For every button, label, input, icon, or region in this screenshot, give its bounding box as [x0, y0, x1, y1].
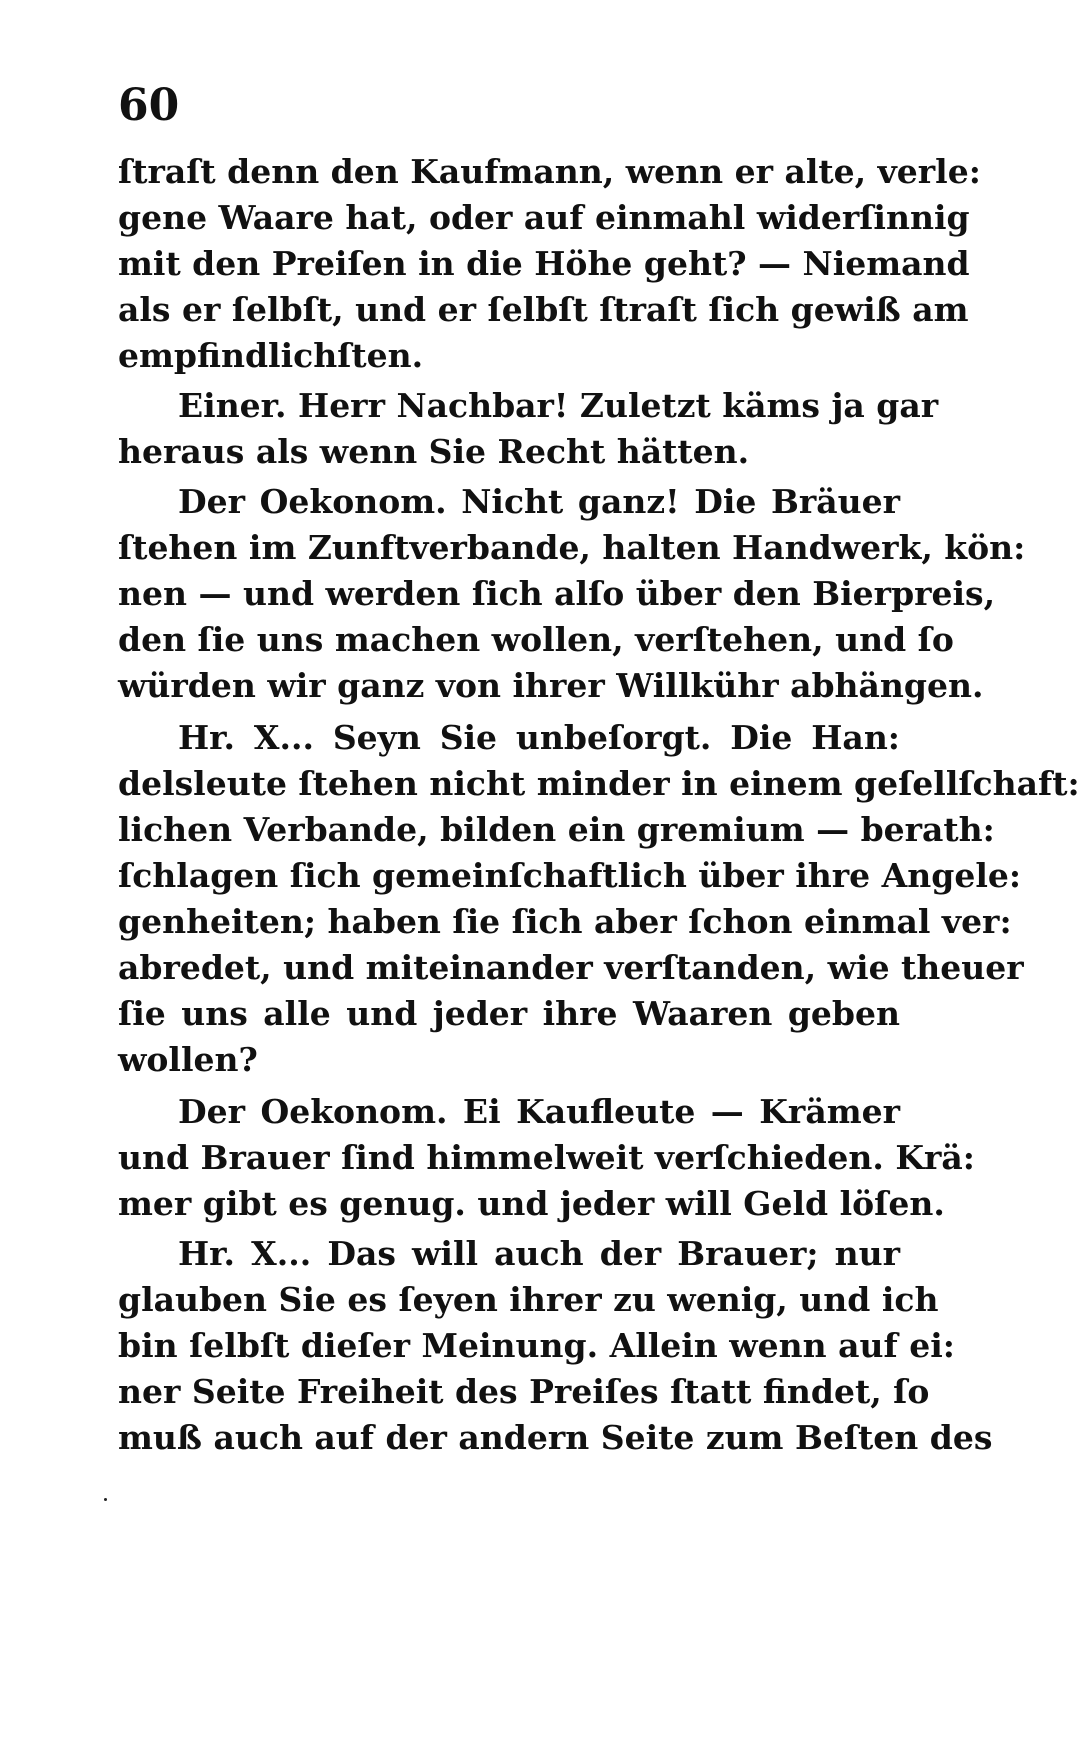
- text-line: wollen?: [118, 1040, 258, 1079]
- speaker-line: Hr. X... Seyn Sie unbeſorgt. Die Han:: [178, 718, 900, 757]
- text-line: ſtraſt denn den Kaufmann, wenn er alte, verle:: [118, 152, 981, 191]
- text-line: würden wir ganz von ihrer Willkühr abhängen.: [118, 666, 984, 705]
- text-line: gene Waare hat, oder auf einmahl widerſinnig: [118, 198, 970, 237]
- text-line: ner Seite Freiheit des Preiſes ſtatt findet, ſo: [118, 1372, 930, 1411]
- text-line: glauben Sie es ſeyen ihrer zu wenig, und ich: [118, 1280, 939, 1319]
- text-line: delsleute ſtehen nicht minder in einem geſellſchaft:: [118, 764, 1080, 803]
- text-line: bin ſelbſt dieſer Meinung. Allein wenn auf ei:: [118, 1326, 955, 1365]
- text-line: ſtehen im Zunftverbande, halten Handwerk, kön:: [118, 528, 1026, 567]
- text-line: lichen Verbande, bilden ein gremium — berath:: [118, 810, 995, 849]
- speaker-line: Einer. Herr Nachbar! Zuletzt käms ja gar: [178, 386, 939, 425]
- text-line: nen — und werden ſich alſo über den Bierpreis,: [118, 574, 996, 613]
- text-line: abredet, und miteinander verſtanden, wie theuer: [118, 948, 1024, 987]
- text-line: ſchlagen ſich gemeinſchaftlich über ihre Angele:: [118, 856, 1022, 895]
- ink-speck: [104, 1498, 107, 1501]
- speaker-line: Hr. X... Das will auch der Brauer; nur: [178, 1234, 900, 1273]
- text-line: mer gibt es genug. und jeder will Geld löſen.: [118, 1184, 945, 1223]
- page-number: 60: [118, 80, 180, 131]
- text-line: muß auch auf der andern Seite zum Beſten des: [118, 1418, 993, 1457]
- text-line: heraus als wenn Sie Recht hätten.: [118, 432, 750, 471]
- text-line: genheiten; haben ſie ſich aber ſchon einmal ver:: [118, 902, 1012, 941]
- text-line: mit den Preiſen in die Höhe geht? — Niemand: [118, 244, 970, 283]
- speaker-line: Der Oekonom. Ei Kaufleute — Krämer: [178, 1092, 900, 1131]
- speaker-line: Der Oekonom. Nicht ganz! Die Bräuer: [178, 482, 900, 521]
- text-line: als er ſelbſt, und er ſelbſt ſtraſt ſich gewiß am: [118, 290, 969, 329]
- text-line: den ſie uns machen wollen, verſtehen, und ſo: [118, 620, 954, 659]
- text-line: ſie uns alle und jeder ihre Waaren geben: [118, 994, 900, 1033]
- text-line: empfindlichſten.: [118, 336, 424, 375]
- text-line: und Brauer ſind himmelweit verſchieden. Krä:: [118, 1138, 975, 1177]
